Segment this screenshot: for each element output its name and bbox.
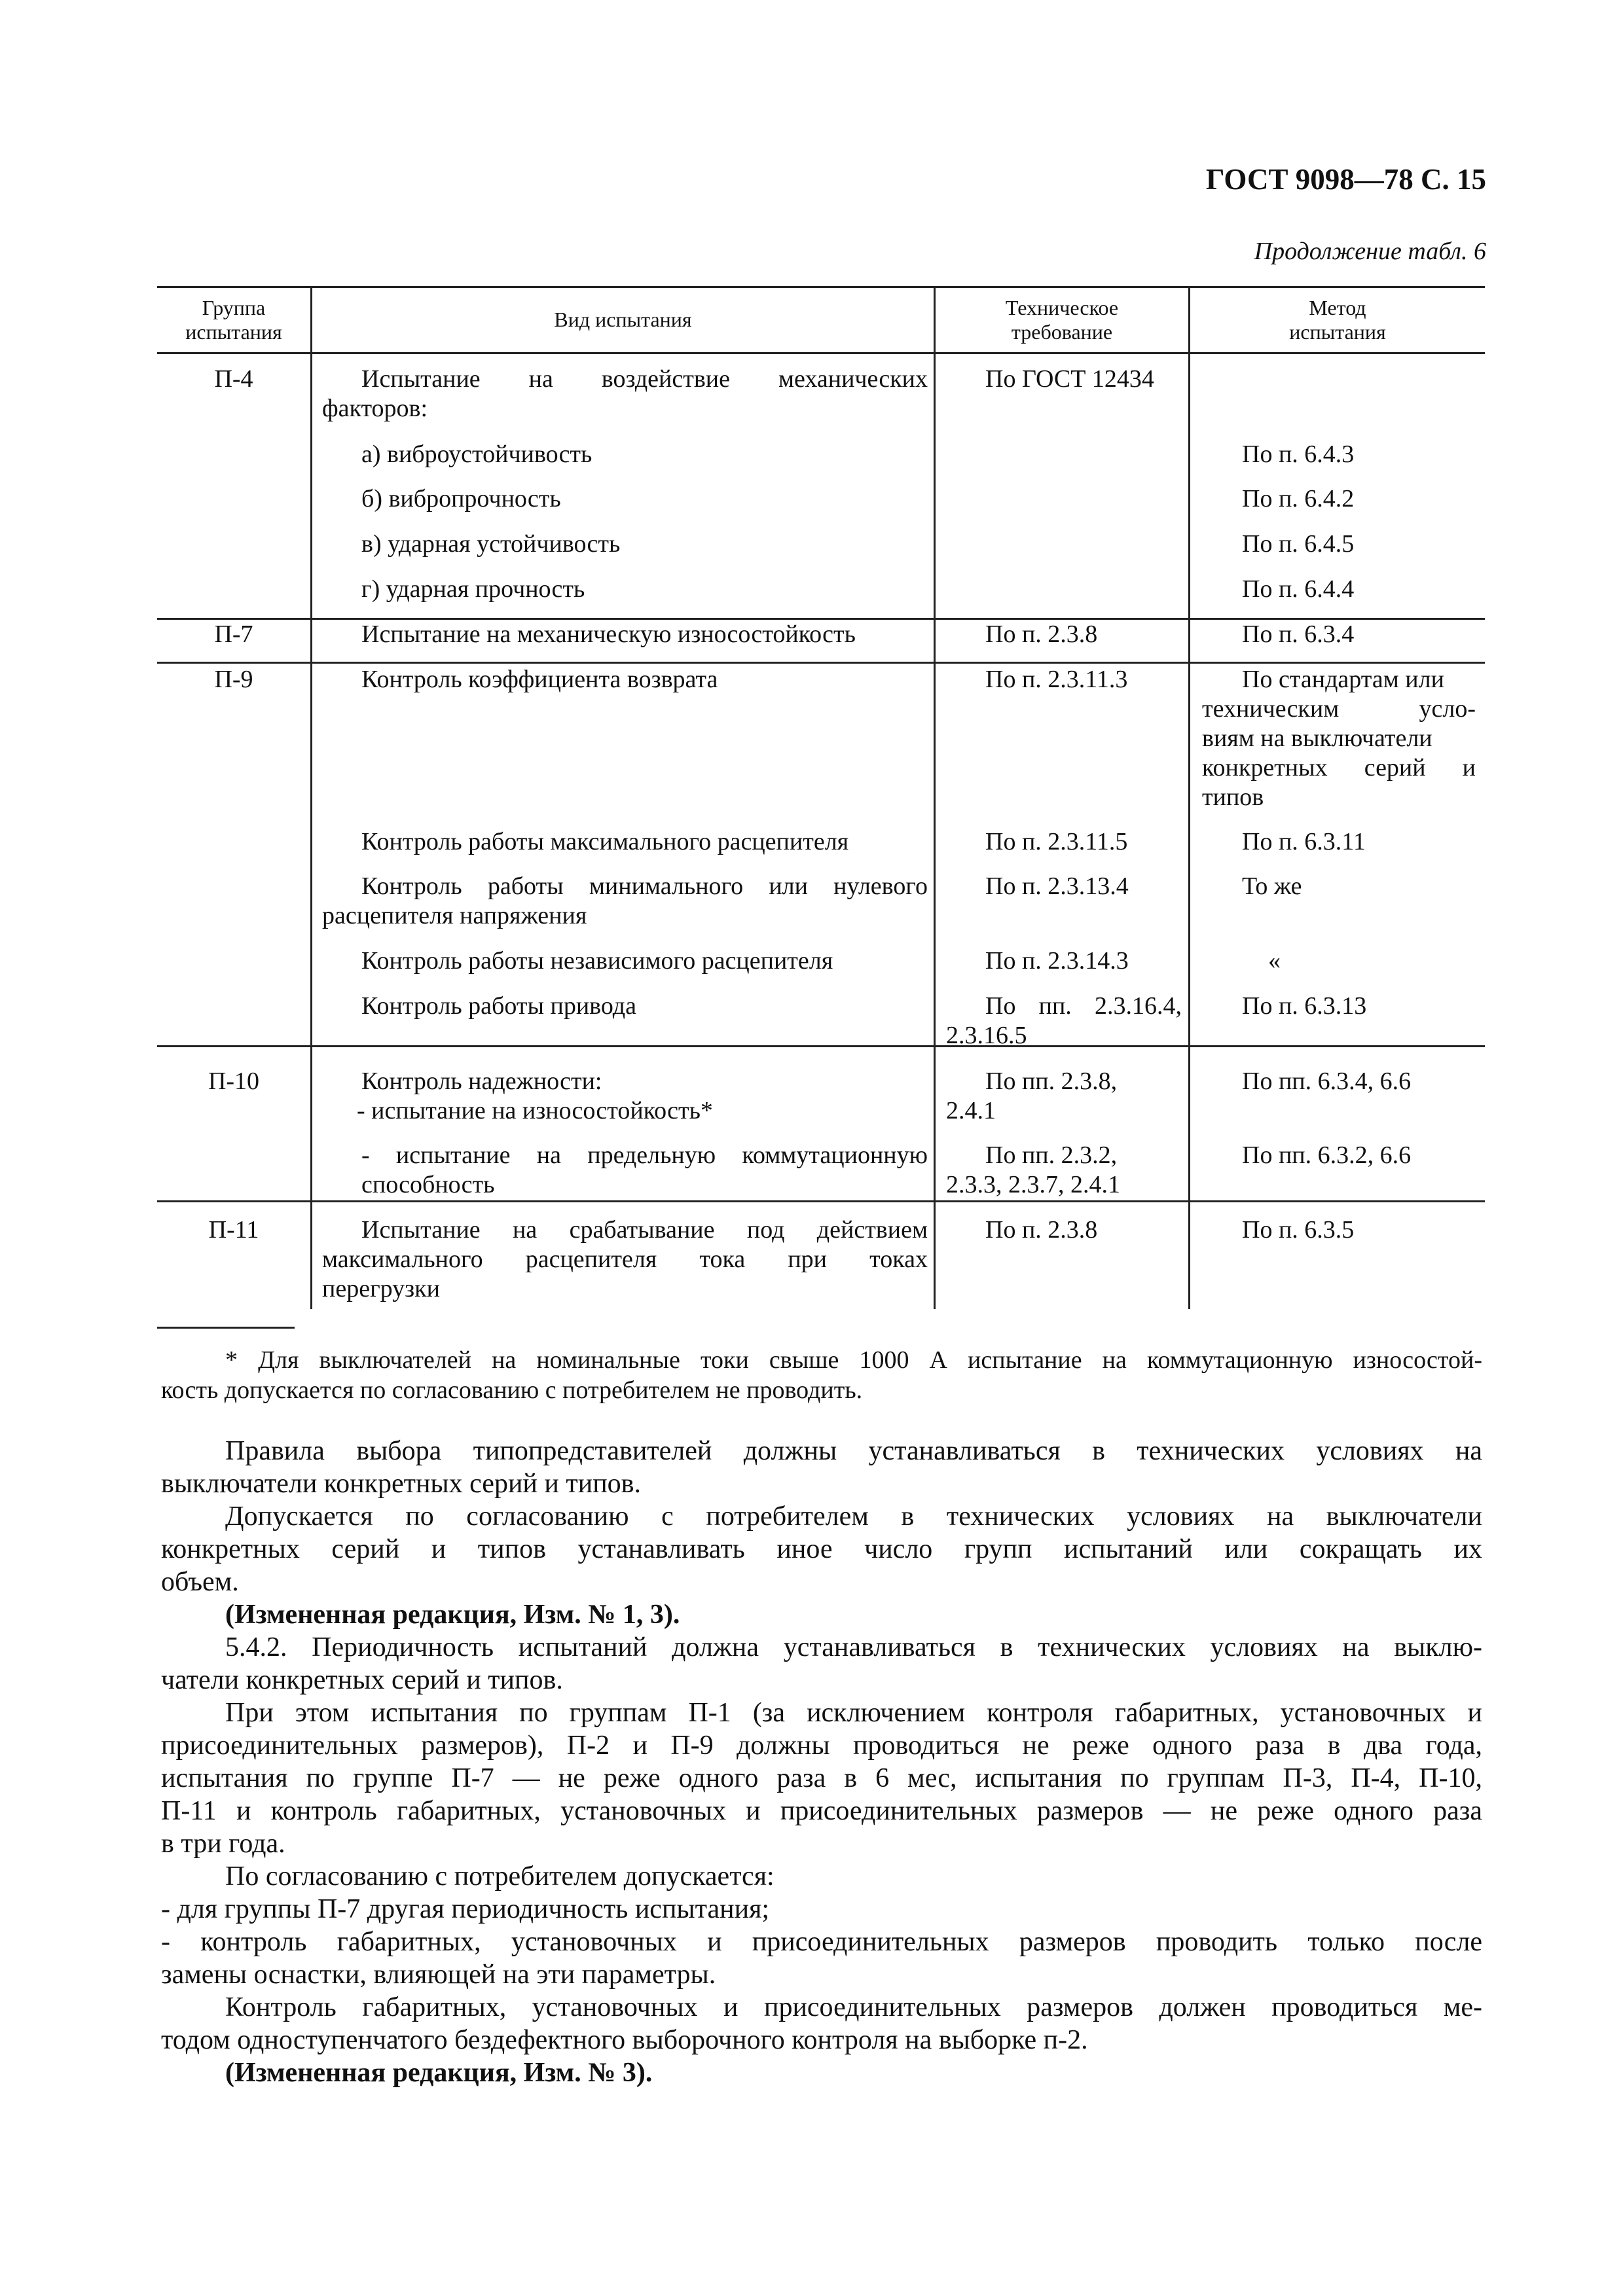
cell-requirement: По пп. 2.3.8, — [985, 1067, 1118, 1095]
cell-group: П-11 — [208, 1216, 259, 1244]
paragraph: Правила выбора типопредставителей должны устанавливаться в технических условиях на выключатели конкретных серий и типов. — [161, 1436, 1482, 1499]
cell-type: в) ударная устойчивость — [361, 530, 621, 558]
cell-requirement: По пп. 2.3.16.4, — [985, 992, 1182, 1020]
cell-method: По п. 6.4.4 — [1242, 575, 1355, 603]
cell-method: По пп. 6.3.2, 6.6 — [1242, 1141, 1412, 1169]
cell-type: Контроль работы максимального расцепителя — [361, 828, 849, 855]
cell-method: По п. 6.4.2 — [1242, 485, 1355, 512]
cell-type: б) вибропрочность — [361, 485, 561, 512]
cell-requirement: По п. 2.3.8 — [985, 1216, 1098, 1244]
cell-type: а) виброустойчивость — [361, 440, 593, 468]
cell-method: По п. 6.3.4 — [1242, 620, 1355, 648]
cell-type: Испытание на воздействие механических — [361, 365, 928, 393]
amendment-note: (Измененная редакция, Изм. № 3). — [225, 2058, 653, 2088]
cell-requirement-cont: 2.4.1 — [946, 1097, 996, 1124]
cell-group: П-10 — [208, 1067, 260, 1095]
cell-type: Контроль работы минимального или нулевого — [361, 872, 928, 900]
cell-method: По п. 6.3.13 — [1242, 992, 1367, 1020]
cell-type: Контроль работы привода — [361, 992, 636, 1020]
list-item: - для группы П-7 другая периодичность испытания; — [161, 1894, 770, 1924]
table-continuation-label: Продолжение табл. 6 — [1254, 238, 1486, 265]
cell-requirement: По пп. 2.3.2, — [985, 1141, 1118, 1169]
column-header-group: Группа испытания — [185, 296, 282, 344]
cell-type: Испытание на механическую износостойкость — [361, 620, 856, 648]
cell-type-cont: перегрузки — [322, 1275, 440, 1302]
cell-method: По пп. 6.3.4, 6.6 — [1242, 1067, 1412, 1095]
page-header: ГОСТ 9098—78 С. 15 — [1205, 163, 1486, 196]
cell-method: То же — [1242, 872, 1302, 900]
cell-method: По стандартам или — [1242, 666, 1444, 693]
cell-type: - испытание на предельную коммутационную — [361, 1141, 928, 1169]
cell-requirement-cont: 2.3.16.5 — [946, 1022, 1027, 1049]
paragraph: При этом испытания по группам П-1 (за исключением контроля габаритных, установочных и присоединительных размеров), П-2 и П-9 должны проводиться не реже одного раза в два года, испытания по группе П-7 — не реже одного раза в 6 мес, испытания по группам П-3, П-4, П-10, П-11 и контроль габаритных, установочных и присоединительных размеров — не реже одного раза в три года. — [161, 1698, 1482, 1859]
paragraph: Допускается по согласованию с потребителем в технических условиях на выключатели конкретных серий и типов устанавливать иное число групп испытаний или сокращать их объем. — [161, 1501, 1482, 1597]
column-header-requirement: Техническое требование — [1005, 296, 1119, 344]
paragraph: 5.4.2. Периодичность испытаний должна устанавливаться в технических условиях на выклю- чатели конкретных серий и типов. — [161, 1632, 1482, 1695]
cell-method: По п. 6.3.11 — [1242, 828, 1366, 855]
footnote: * Для выключателей на номинальные токи свыше 1000 А испытание на коммутационную износостой- кость допускается по согласованию с потребителем не проводить. — [161, 1346, 1482, 1404]
cell-method: техническим усло- — [1202, 695, 1476, 723]
list-item: - контроль габаритных, установочных и присоединительных размеров проводить только после замены оснастки, влияющей на эти параметры. — [161, 1927, 1482, 1990]
column-header-method: Метод испытания — [1289, 296, 1386, 344]
cell-method: конкретных серий и — [1202, 754, 1476, 781]
cell-method: « — [1268, 947, 1281, 975]
cell-group: П-4 — [214, 365, 253, 393]
cell-group: П-9 — [214, 666, 253, 693]
cell-type-cont: расцепителя напряжения — [322, 902, 587, 929]
cell-requirement: По ГОСТ 12434 — [985, 365, 1154, 393]
cell-method: виям на выключатели — [1202, 725, 1432, 752]
amendment-note: (Измененная редакция, Изм. № 1, 3). — [225, 1600, 680, 1630]
cell-requirement: По п. 2.3.14.3 — [985, 947, 1129, 975]
cell-group: П-7 — [214, 620, 253, 648]
column-header-type: Вид испытания — [554, 308, 692, 331]
cell-type: Испытание на срабатывание под действием — [361, 1216, 928, 1244]
cell-requirement-cont: 2.3.3, 2.3.7, 2.4.1 — [946, 1171, 1120, 1198]
cell-type: Контроль коэффициента возврата — [361, 666, 718, 693]
cell-method: типов — [1202, 783, 1264, 811]
paragraph: Контроль габаритных, установочных и присоединительных размеров должен проводиться ме- тодом одноступенчатого бездефектного выборочного контроля на выборке п-2. — [161, 1992, 1482, 2055]
cell-type: Контроль работы независимого расцепителя — [361, 947, 833, 975]
cell-type: г) ударная прочность — [361, 575, 585, 603]
footnote-divider — [157, 1327, 295, 1329]
cell-method: По п. 6.3.5 — [1242, 1216, 1355, 1244]
cell-method: По п. 6.4.5 — [1242, 530, 1355, 558]
cell-requirement: По п. 2.3.11.3 — [985, 666, 1128, 693]
cell-requirement: По п. 2.3.13.4 — [985, 872, 1129, 900]
cell-type-cont: способность — [361, 1171, 495, 1198]
cell-requirement: По п. 2.3.8 — [985, 620, 1098, 648]
paragraph: По согласованию с потребителем допускается: — [225, 1861, 775, 1892]
cell-type-cont: максимального расцепителя тока при токах — [322, 1246, 928, 1273]
cell-method: По п. 6.4.3 — [1242, 440, 1355, 468]
cell-requirement: По п. 2.3.11.5 — [985, 828, 1128, 855]
cell-type: Контроль надежности: — [361, 1067, 602, 1095]
cell-type-cont: факторов: — [322, 395, 428, 422]
cell-type-cont: - испытание на износостойкость* — [357, 1097, 713, 1124]
